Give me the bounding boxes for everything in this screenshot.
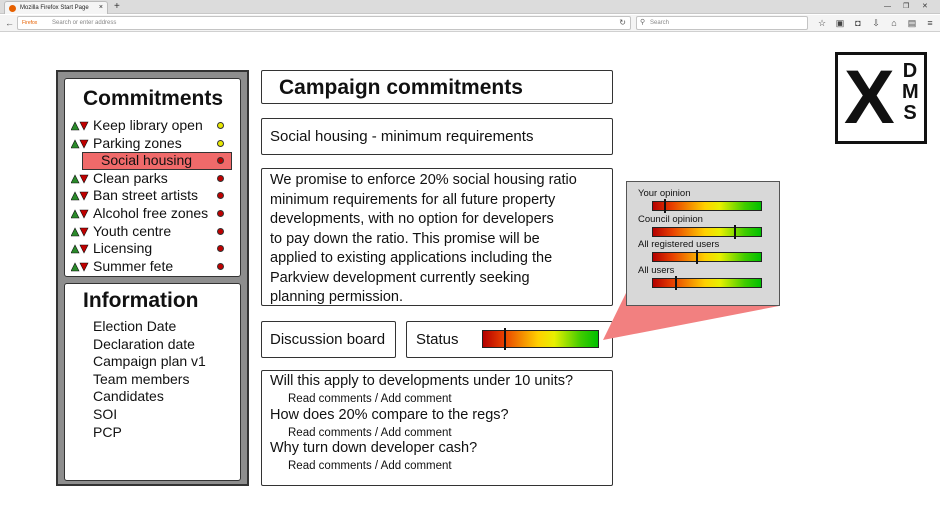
discussion-board-label: Discussion board — [270, 331, 386, 348]
pocket-icon[interactable]: ◘ — [855, 18, 861, 28]
description-line: Parkview development currently seeking — [270, 269, 530, 286]
menu-icon[interactable]: ≡ — [927, 18, 933, 28]
opinion-marker — [696, 250, 698, 264]
description-line: applied to existing applications including the — [270, 250, 553, 266]
info-link[interactable]: Campaign plan v1 — [93, 353, 206, 370]
reload-icon[interactable]: ↻ — [619, 18, 626, 27]
restore-icon[interactable]: ❐ — [903, 3, 910, 10]
tab-title: Mozilla Firefox Start Page — [20, 5, 89, 11]
sidebar-item-label: Alcohol free zones — [93, 205, 209, 221]
sidebar-item-label: Summer fete — [93, 257, 174, 274]
logo-letters: DMS — [902, 60, 919, 124]
search-placeholder: Search — [650, 20, 670, 26]
info-link[interactable]: PCP — [93, 423, 122, 440]
logo-x: X — [844, 55, 895, 140]
download-icon[interactable]: ⇩ — [872, 18, 880, 28]
info-link[interactable]: Team members — [93, 370, 190, 387]
description-line: developments, with no option for developers — [270, 211, 554, 227]
close-tab-icon[interactable]: × — [98, 4, 103, 11]
sidebar-item-label: Social housing — [101, 152, 193, 169]
info-link[interactable]: SOI — [93, 406, 118, 422]
comment-actions-link[interactable]: Read comments / Add comment — [288, 393, 452, 405]
minimize-icon[interactable]: — — [884, 3, 891, 10]
reading-list-icon[interactable]: ▣ — [835, 18, 845, 28]
home-icon[interactable]: ⌂ — [891, 18, 897, 28]
sidebar-item-label: Youth centre — [93, 222, 172, 239]
description-line: minimum requirements for all future property — [270, 191, 556, 208]
opinion-label: Council opinion — [638, 213, 703, 225]
bookmark-star-icon[interactable]: ☆ — [817, 18, 827, 28]
opinion-bar — [652, 201, 762, 211]
description-line: to pay down the ratio. This promise will be — [270, 230, 540, 247]
sidebar-item-label: Parking zones — [93, 134, 182, 151]
close-window-icon[interactable]: ✕ — [922, 3, 928, 10]
sidebar-toggle-icon[interactable]: ▤ — [907, 18, 917, 28]
new-tab-button[interactable]: + — [114, 1, 120, 12]
address-placeholder: Search or enter address — [52, 20, 117, 26]
opinion-bar — [652, 252, 762, 262]
search-icon: ⚲ — [640, 19, 646, 26]
opinion-popup — [626, 181, 780, 306]
sidebar-item-label: Ban street artists — [93, 187, 199, 204]
back-arrow-icon[interactable]: ← — [5, 18, 14, 28]
info-link[interactable]: Election Date — [93, 318, 177, 334]
comment-actions-link[interactable]: Read comments / Add comment — [288, 426, 452, 439]
opinion-label: All registered users — [638, 239, 720, 250]
description-line: planning permission. — [270, 289, 403, 305]
comment-question: Will this apply to developments under 10 units? — [270, 373, 574, 389]
opinion-bar — [652, 227, 762, 237]
comment-question: Why turn down developer cash? — [270, 440, 478, 456]
opinion-bar — [652, 278, 762, 288]
opinion-label: Your opinion — [638, 188, 691, 199]
opinion-label: All users — [638, 264, 675, 276]
info-link[interactable]: Candidates — [93, 388, 164, 405]
firefox-identity-label: Firefox — [22, 20, 38, 26]
information-title: Information — [83, 289, 199, 312]
comment-actions-link[interactable]: Read comments / Add comment — [288, 460, 452, 472]
opinion-marker — [664, 199, 666, 213]
opinion-marker — [675, 276, 677, 290]
sidebar-item-label: Licensing — [93, 240, 153, 257]
status-label: Status — [416, 331, 459, 348]
description-line: We promise to enforce 20% social housing ratio — [270, 172, 577, 188]
commitments-title: Commitments — [83, 87, 224, 110]
sidebar-item-label: Clean parks — [93, 169, 168, 186]
comment-question: How does 20% compare to the regs? — [270, 406, 509, 423]
sidebar-item-label: Keep library open — [93, 117, 203, 133]
opinion-marker — [734, 225, 736, 239]
page-title: Campaign commitments — [279, 76, 523, 99]
info-link[interactable]: Declaration date — [93, 335, 195, 352]
commitment-subtitle: Social housing - minimum requirements — [270, 128, 534, 145]
